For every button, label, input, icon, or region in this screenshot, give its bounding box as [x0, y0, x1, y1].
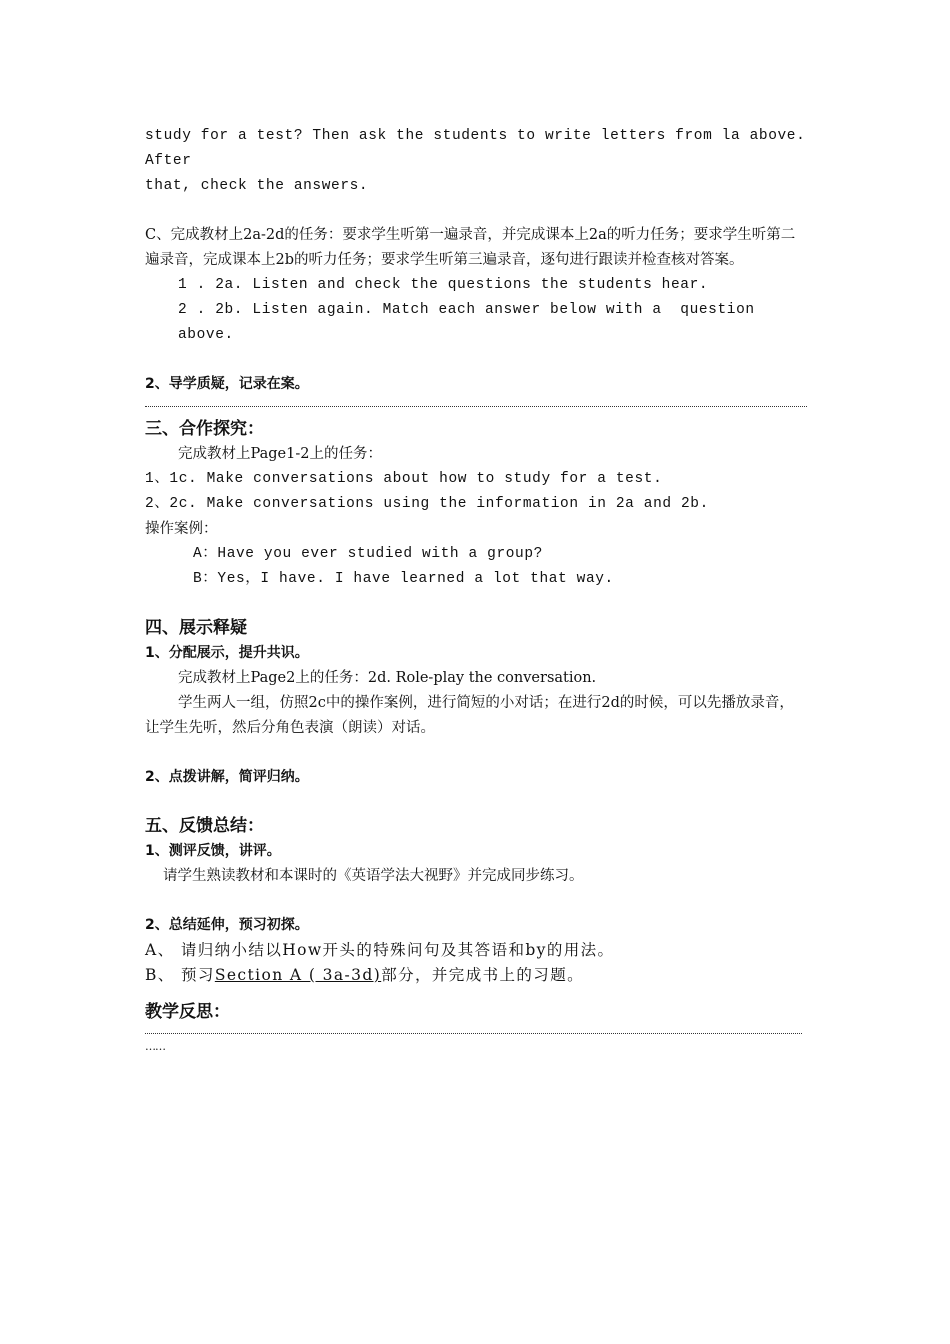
- section5-item-a: A、 请归纳小结以How开头的特殊问句及其答语和by的用法。: [145, 941, 615, 959]
- section4-heading: 四、展示释疑: [145, 618, 247, 638]
- section5-sub1: 1、测评反馈，讲评。: [145, 843, 281, 859]
- item-b-suffix: 部分，并完成书上的习题。: [381, 966, 585, 984]
- section-c-item1: 1 . 2a. Listen and check the questions the students hear.: [178, 277, 709, 293]
- section3-item1: 1、1c. Make conversations about how to study for a test.: [145, 471, 663, 487]
- section3-example-label: 操作案例：: [145, 521, 218, 537]
- section4-sub1: 1、分配展示，提升共识。: [145, 645, 309, 661]
- section5-heading: 五、反馈总结：: [145, 816, 264, 836]
- top-paragraph-line2: that, check the answers.: [145, 178, 369, 194]
- section5-sub2: 2、总结延伸，预习初探。: [145, 917, 309, 933]
- dotted-divider: [145, 406, 807, 407]
- section3-line-a: A：Have you ever studied with a group?: [193, 546, 543, 562]
- section3-line-b: B：Yes，I have. I have learned a lot that way.: [193, 571, 614, 587]
- section3-item2: 2、2c. Make conversations using the information in 2a and 2b.: [145, 496, 709, 512]
- guide-heading: 2、导学质疑，记录在案。: [145, 376, 309, 392]
- reflection-dotted-line: [145, 1033, 802, 1034]
- section3-intro: 完成教材上Page1-2上的任务：: [178, 446, 382, 462]
- section5-item-b: [145, 963, 807, 988]
- section-c-item2: 2 . 2b. Listen again. Match each answer below with a question above.: [178, 302, 764, 343]
- section4-desc: 学生两人一组，仿照2c中的操作案例，进行简短的小对话；在进行2d的时候，可以先播放录音，让学生先听，然后分角色表演（朗读）对话。: [145, 695, 794, 736]
- item-b-section-link: Section A ( 3a-3d): [214, 966, 382, 984]
- reflection-tail: ……: [145, 1040, 165, 1053]
- section5-text1: 请学生熟读教材和本课时的《英语学法大视野》并完成同步练习。: [163, 868, 584, 884]
- section-c-text: C、完成教材上2a-2d的任务：要求学生听第一遍录音，并完成课本上2a的听力任务；要求学生听第二遍录音，完成课本上2b的听力任务；要求学生听第三遍录音，逐句进行跟读并检查核对答案。: [145, 227, 796, 268]
- section3-heading: 三、合作探究：: [145, 419, 264, 439]
- section4-task: 完成教材上Page2上的任务：2d. Role-play the conversation.: [178, 670, 597, 686]
- document-page: [145, 124, 815, 1054]
- item-b-prefix: B、 预习: [145, 966, 215, 984]
- section4-sub2: 2、点拨讲解，简评归纳。: [145, 769, 309, 785]
- reflection-heading: 教学反思：: [145, 1002, 230, 1022]
- top-paragraph-line1: study for a test? Then ask the students to write letters from la above. After: [145, 128, 815, 169]
